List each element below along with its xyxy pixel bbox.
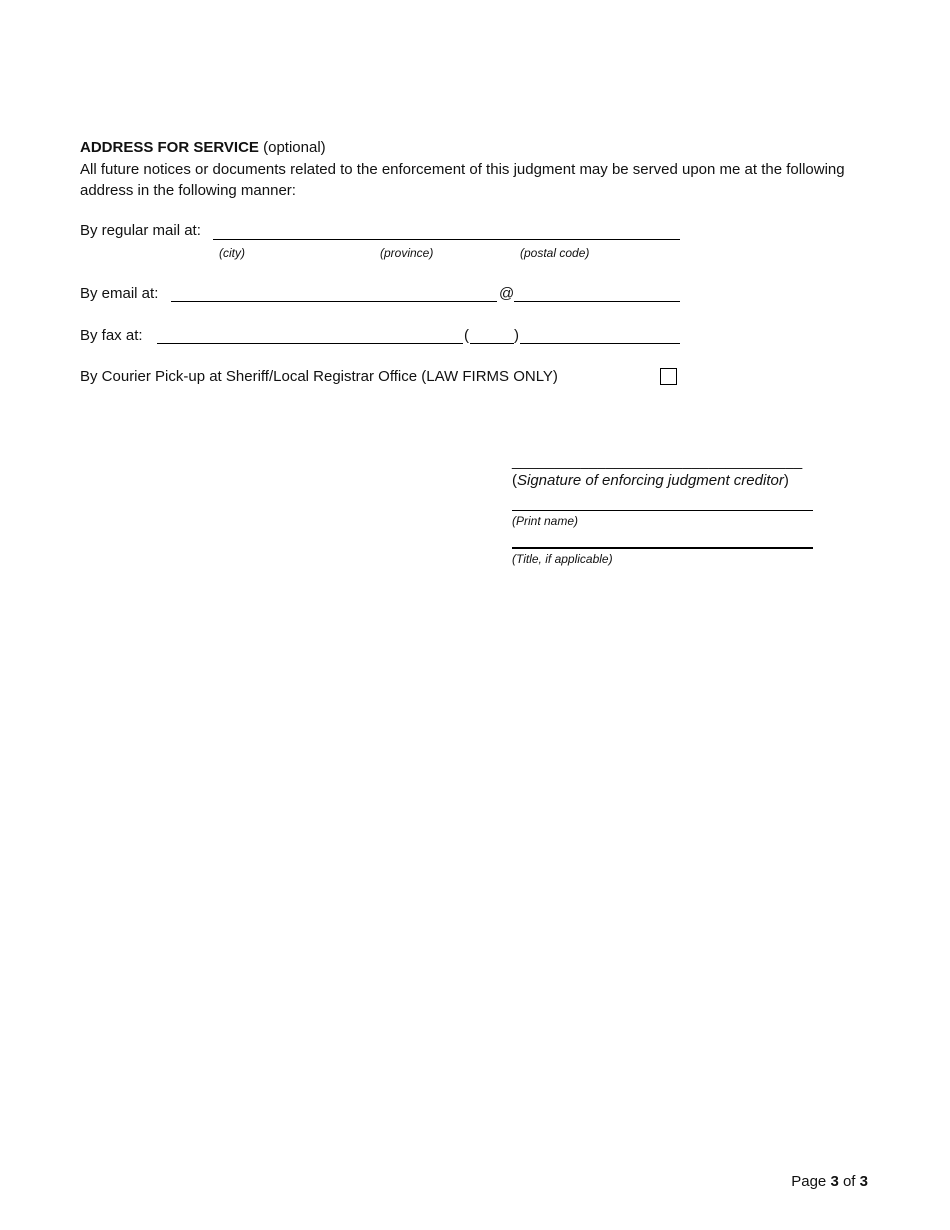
title-caption: (Title, if applicable) [512, 552, 613, 566]
province-caption: (province) [380, 246, 434, 260]
fax-area-open: ( [464, 327, 469, 344]
current-page: 3 [830, 1173, 839, 1190]
signature-caption-text: Signature of enforcing judgment creditor [517, 472, 784, 489]
heading-note: (optional) [263, 139, 326, 156]
heading-title: ADDRESS FOR SERVICE [80, 139, 259, 156]
section-heading [80, 138, 326, 158]
email-label: By email at: [80, 285, 159, 302]
of-word: of [842, 1173, 856, 1190]
city-caption: (city) [219, 246, 245, 260]
total-pages: 3 [859, 1173, 868, 1190]
page-number [791, 1172, 868, 1192]
email-domain-field[interactable] [514, 301, 680, 302]
print-name-caption: (Print name) [512, 514, 579, 528]
print-name-field[interactable] [512, 510, 813, 511]
fax-number-field[interactable] [157, 343, 463, 344]
page-word: Page [791, 1173, 827, 1190]
title-field[interactable] [512, 547, 813, 549]
email-at-sign: @ [499, 285, 515, 302]
signature-caption [512, 471, 789, 491]
intro-paragraph: All future notices or documents related to the enforcement of this judgment may be served upon me at the following address in the following manner: [80, 161, 845, 199]
email-user-field[interactable] [171, 301, 497, 302]
fax-extra-field[interactable] [520, 343, 680, 344]
courier-label: By Courier Pick-up at Sheriff/Local Registrar Office (LAW FIRMS ONLY) [80, 368, 558, 385]
signature-line[interactable]: __________________________________ [512, 453, 803, 470]
signature-caption-close: ) [783, 472, 789, 489]
fax-area-code-field[interactable] [470, 343, 514, 344]
fax-area-close: ) [514, 327, 519, 344]
courier-checkbox[interactable] [660, 368, 677, 385]
regular-mail-address-field[interactable] [213, 239, 680, 240]
postal-code-caption: (postal code) [520, 246, 590, 260]
regular-mail-label: By regular mail at: [80, 222, 201, 239]
fax-label: By fax at: [80, 327, 143, 344]
signature-caption-open: ( [512, 472, 517, 489]
